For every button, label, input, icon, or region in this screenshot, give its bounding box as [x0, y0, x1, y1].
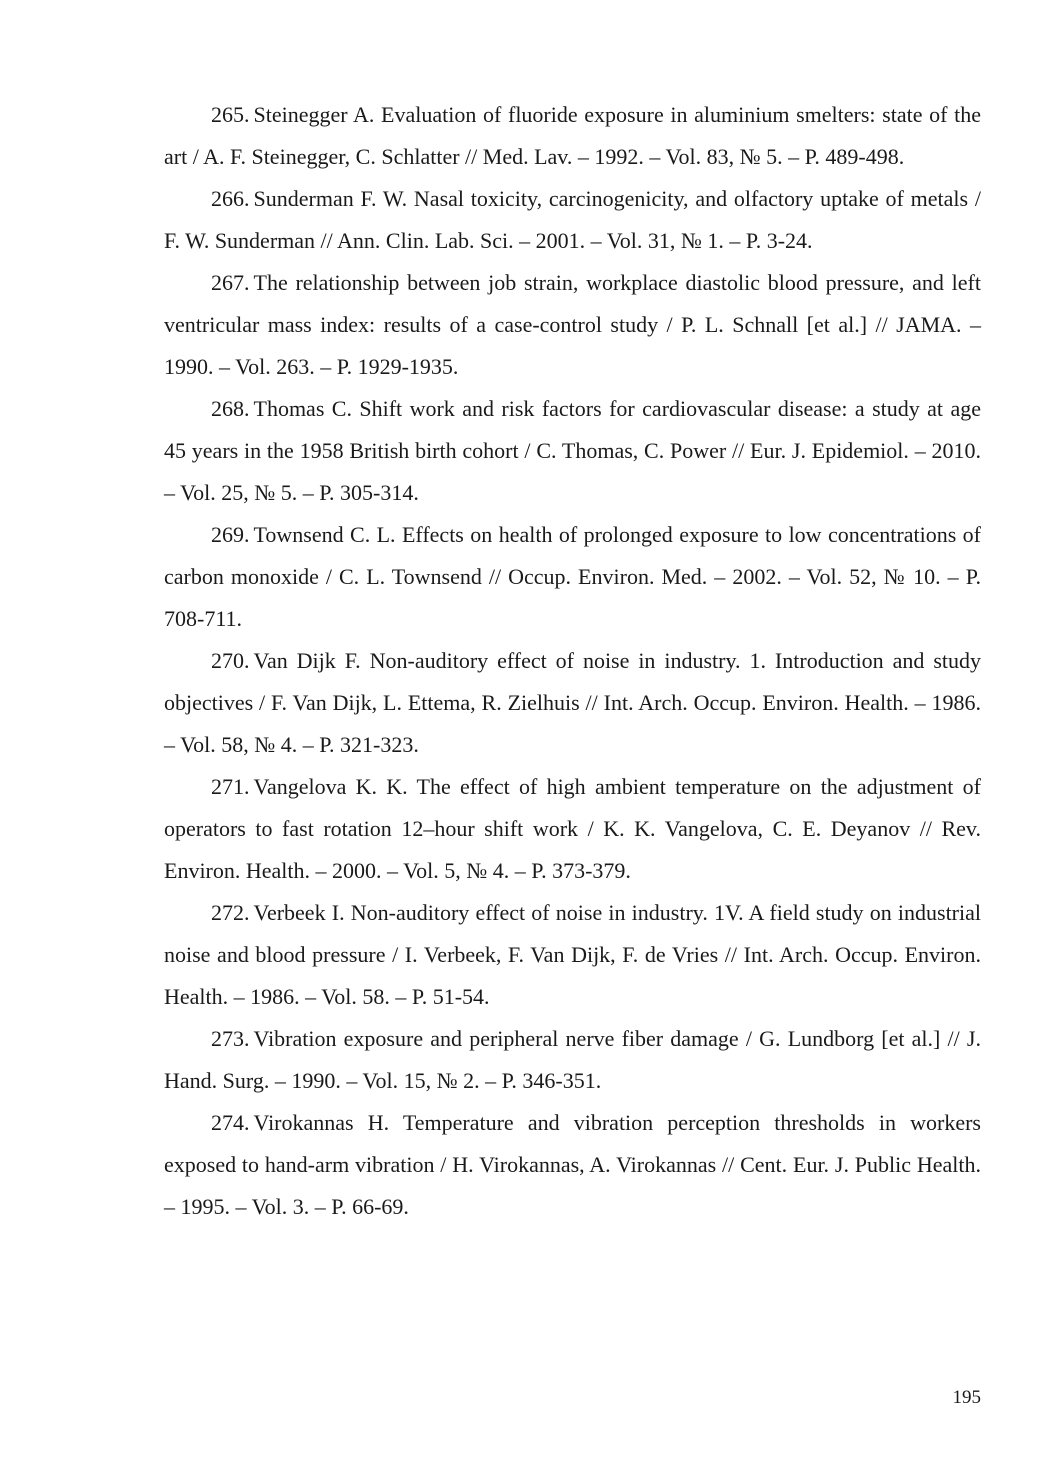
- reference-number: 273.: [211, 1026, 250, 1051]
- reference-text: Virokannas H. Temperature and vibration perception thresholds in workers exposed to hand-arm vibration / H. Virokannas, A. Virokannas // Cent. Eur. J. Public Health. – 1995. – Vol. 3. – P. 66-69.: [164, 1110, 981, 1219]
- reference-text: Sunderman F. W. Nasal toxicity, carcinogenicity, and olfactory uptake of metals / F. W. Sunderman // Ann. Clin. Lab. Sci. – 2001. – Vol. 31, № 1. – P. 3-24.: [164, 186, 981, 253]
- reference-text: Steinegger A. Evaluation of fluoride exposure in aluminium smelters: state of the art / A. F. Steinegger, C. Schlatter // Med. Lav. – 1992. – Vol. 83, № 5. – P. 489-498.: [164, 102, 981, 169]
- reference-number: 271.: [211, 774, 250, 799]
- reference-number: 270.: [211, 648, 250, 673]
- reference-271: [164, 766, 981, 892]
- reference-274: [164, 1102, 981, 1228]
- reference-267: [164, 262, 981, 388]
- reference-266: [164, 178, 981, 262]
- reference-273: [164, 1018, 981, 1102]
- reference-268: [164, 388, 981, 514]
- reference-number: 269.: [211, 522, 250, 547]
- reference-270: [164, 640, 981, 766]
- reference-269: [164, 514, 981, 640]
- reference-265: [164, 94, 981, 178]
- reference-text: Verbeek I. Non-auditory effect of noise in industry. 1V. A field study on industrial noise and blood pressure / I. Verbeek, F. Van Dijk, F. de Vries // Int. Arch. Occup. Environ. Health. – 1986. – Vol. 58. – P. 51-54.: [164, 900, 981, 1009]
- reference-text: Townsend C. L. Effects on health of prolonged exposure to low concentrations of carbon monoxide / C. L. Townsend // Occup. Environ. Med. – 2002. – Vol. 52, № 10. – P. 708-711.: [164, 522, 981, 631]
- reference-272: [164, 892, 981, 1018]
- reference-text: Thomas C. Shift work and risk factors for cardiovascular disease: a study at age 45 years in the 1958 British birth cohort / C. Thomas, C. Power // Eur. J. Epidemiol. – 2010. – Vol. 25, № 5. – P. 305-314.: [164, 396, 981, 505]
- reference-text: Vangelova K. K. The effect of high ambient temperature on the adjustment of operators to fast rotation 12–hour shift work / K. K. Vangelova, C. E. Deyanov // Rev. Environ. Health. – 2000. – Vol. 5, № 4. – P. 373-379.: [164, 774, 981, 883]
- reference-number: 266.: [211, 186, 250, 211]
- reference-number: 265.: [211, 102, 250, 127]
- reference-list: [164, 94, 981, 1228]
- reference-number: 274.: [211, 1110, 250, 1135]
- reference-text: Van Dijk F. Non-auditory effect of noise in industry. 1. Introduction and study objectives / F. Van Dijk, L. Ettema, R. Zielhuis // Int. Arch. Occup. Environ. Health. – 1986. – Vol. 58, № 4. – P. 321-323.: [164, 648, 981, 757]
- reference-text: Vibration exposure and peripheral nerve fiber damage / G. Lundborg [et al.] // J. Hand. Surg. – 1990. – Vol. 15, № 2. – P. 346-351.: [164, 1026, 981, 1093]
- page-number: 195: [952, 1387, 981, 1408]
- reference-number: 268.: [211, 396, 250, 421]
- reference-text: The relationship between job strain, workplace diastolic blood pressure, and left ventricular mass index: results of a case-control study / P. L. Schnall [et al.] // JAMA. – 1990. – Vol. 263. – P. 1929-1935.: [164, 270, 981, 379]
- reference-number: 272.: [211, 900, 250, 925]
- reference-number: 267.: [211, 270, 250, 295]
